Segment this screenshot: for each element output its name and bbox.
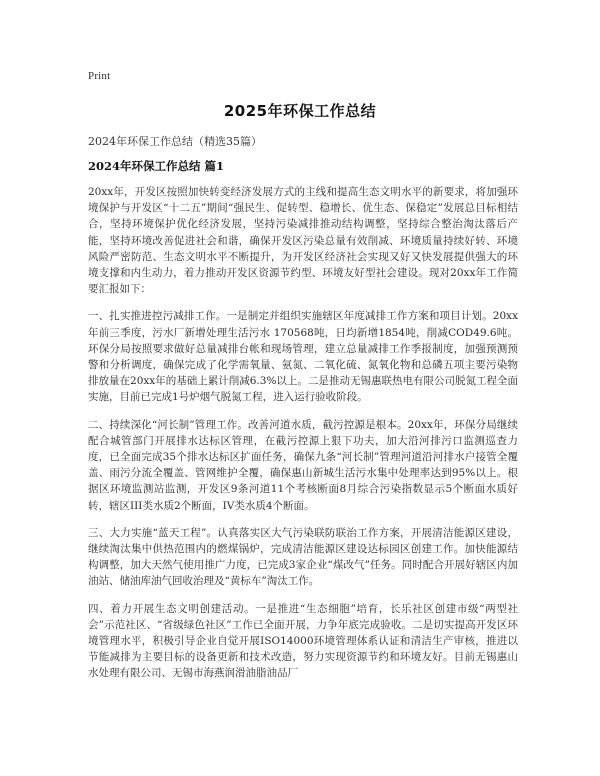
paragraph-ecological-civilization: 四、着力开展生态文明创建活动。一是推进“生态细胞”培育，长乐社区创建市级“两型社会”示范社区、“省级绿色社区”工作已全面开展，力争年底完成验收。二是切实提高开发区环境管理水平，积极引导企业自觉开展ISO14000环境管理体系认证和清洁生产审核，推进以节能减排为主要目标的设备更新和技术改造，努力实现资源节约和环境友好。目前无锡惠山水处理有限公司、无锡市海燕润滑油脂油品厂 bbox=[88, 602, 518, 680]
section-heading: 2024年环保工作总结 篇1 bbox=[88, 159, 225, 173]
paragraph-blue-sky: 三、大力实施“蓝天工程”。认真落实区大气污染联防联治工作方案，开展清洁能源区建设，继续淘汰集中供热范围内的燃煤锅炉，完成清洁能源区建设达标园区创建工作。加快能源结构调整，加大天然气使用推广力度，已完成3家企业“煤改气”任务。同时配合开展好辖区内加油站、储油库油气回收治理及“黄标车”淘汰工作。 bbox=[88, 526, 518, 588]
document-body bbox=[88, 184, 518, 693]
paragraph-intro: 20xx年，开发区按照加快转变经济发展方式的主线和提高生态文明水平的新要求，将加强环境保护与开发区“十二五”期间“强民生、促转型、稳增长、优生态、保稳定”发展总目标相结合，坚持环境保护优化经济发展，坚持污染减排推动结构调整，坚持综合整治淘汰落后产能，坚持环境改善促进社会和谐，确保开发区污染总量有效削减、环境质量持续好转、环境风险严密防范、生态文明水平不断提升，为开发区经济社会实现又好又快发展提供强大的环境支撑和内生动力，着力推动开发区资源节约型、环境友好型社会建设。现对20xx年工作简要汇报如下： bbox=[88, 186, 518, 296]
paragraph-emission-reduction: 一、扎实推进控污减排工作。一是制定并组织实施辖区年度减排工作方案和项目计划。20xx年前三季度，污水厂新增处理生活污水 170568吨，日均新增1854吨，削减COD49.6吨。环保分局按照要求做好总量减排台帐和现场管理，建立总量减排工作季报制度，加强预测预警和分析调度，确保完成了化学需氧量、氨氮、二氧化硫、氮氧化物和总磷五项主要污染物排放量在20xx年的基础上累计削减6.3%以上。二是推动无锡惠联热电有限公司脱氮工程全面实施，目前已完成1号炉烟气脱氮工程，进入运行验收阶段。 bbox=[88, 310, 518, 404]
paragraph-river-chief: 二、持续深化“河长制”管理工作。改善河道水质，截污控源是根本。20xx年，环保分局继续配合城管部门开展排水达标区管理，在截污控源上狠下功夫，加大沿河排污口监测巡查力度，已全面完成35个排水达标区扩面任务，确保九条“河长制”管理河道沿河排水户接管全覆盖、雨污分流全覆盖、管网维护全覆，确保惠山新城生活污水集中处理率达到95%以上。根据区环境监测站监测，开发区9条河道11个考核断面8月综合污染指数显示5个断面水质好转，辖区III类水质2个断面，IV类水质4个断面。 bbox=[88, 418, 518, 512]
document-title: 2025年环保工作总结 bbox=[223, 102, 377, 120]
print-link[interactable]: Print bbox=[88, 70, 111, 82]
document-subtitle: 2024年环保工作总结（精选35篇） bbox=[88, 135, 262, 148]
